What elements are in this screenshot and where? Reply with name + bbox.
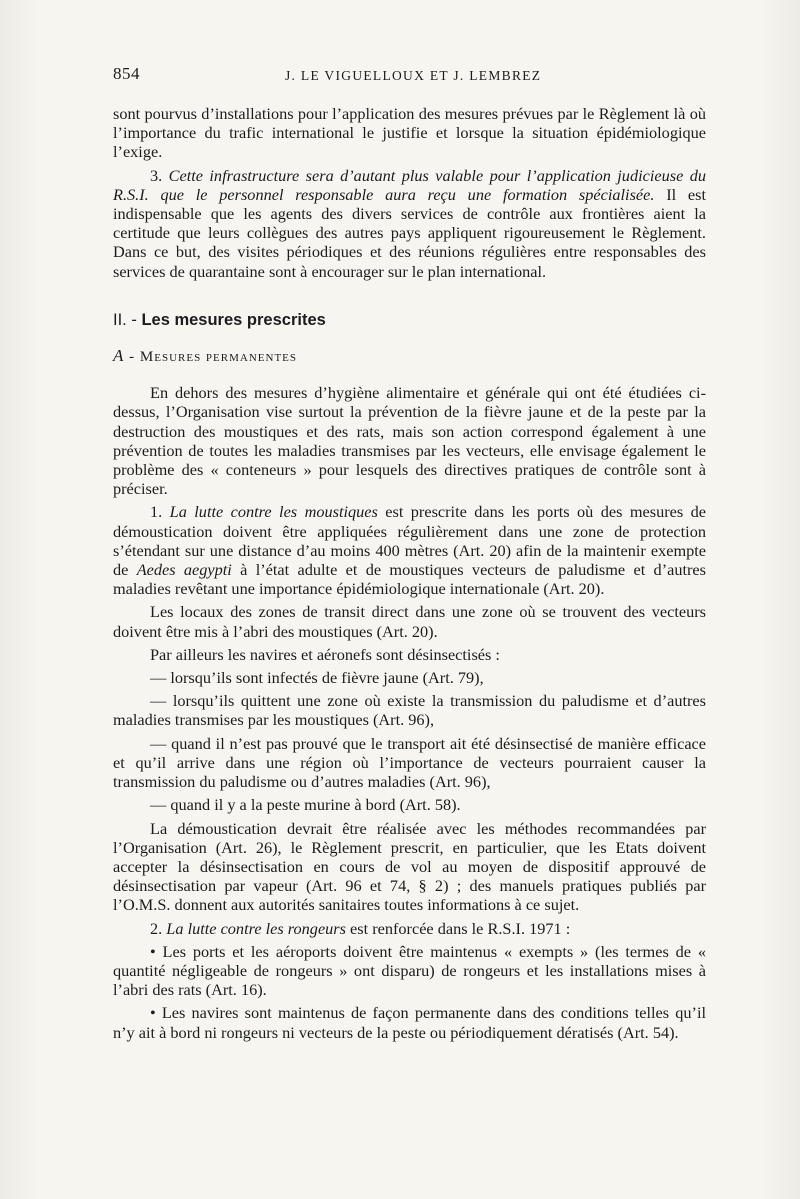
point-3-text: Il est indispensable que les agents des divers services de contrôle aux frontières aient la certitude que leurs collègues des autres pays appliquent rigoureusement le Règlement. Dans ce but, des visites périodiques et des réunions régulières entre responsables des services de quarantaine sont à encourager sur le plan international. <box>113 184 706 281</box>
intro-paragraph: sont pourvus d’installations pour l’application des mesures prévues par le Règlement là où l’importance du trafic international le justifie et lorsque la situation épidémiologique l’exige. <box>113 104 706 162</box>
dash-item-malaria-zone: — lorsqu’ils quittent une zone où existe la transmission du paludisme et d’autres maladies transmises par les moustiques (Art. 96), <box>113 691 706 730</box>
rodents-number: 2. <box>150 918 163 938</box>
dash-item-murine-plague: — quand il y a la peste murine à bord (Art. 58). <box>150 795 461 815</box>
page-header <box>113 64 706 86</box>
page-content <box>113 64 706 1042</box>
rodents-italic-title: La lutte contre les rongeurs <box>166 918 346 938</box>
point-3-paragraph <box>113 166 706 281</box>
dash-item-yellow-fever: — lorsqu’ils sont infectés de fièvre jaune (Art. 79), <box>150 668 484 688</box>
paragraph-prevention: En dehors des mesures d’hygiène alimentaire et générale qui ont été étudiées ci-dessus, l’Organisation vise surtout la prévention de la fièvre jaune et de la peste par la destruction des moustiques et des rats, mais son action correspond également à une prévention de toutes les maladies transmises par les vecteurs, elle envisage également le problème des « conteneurs » pour lesquels des directives pratiques de contrôle sont à préciser. <box>113 383 706 499</box>
subsection-letter: A <box>113 346 125 366</box>
point-3-italic: Cette infrastructure sera d’autant plus valable pour l’application judicieuse du R.S.I. que le personnel responsable aura reçu une formation spécialisée. <box>113 165 706 204</box>
section-title: Les mesures prescrites <box>141 310 326 329</box>
rodents-text: est renforcée dans le R.S.I. 1971 : <box>345 918 571 938</box>
section-heading <box>113 311 706 330</box>
subsection-heading <box>113 346 706 367</box>
mosquitoes-text-2: à l’état adulte et de moustiques vecteurs de paludisme et d’autres maladies revêtant une importance épidémiologique internationale (Art. 20). <box>113 560 706 599</box>
bullet-item-ports: • Les ports et les aéroports doivent être maintenus « exempts » (les termes de « quantité négligeable de rongeurs » ont disparu) de rongeurs et les installations mises à l’abri des rats (Art. 16). <box>113 941 706 1000</box>
page-number: 854 <box>113 64 140 83</box>
paragraph-mosquitoes <box>113 502 706 598</box>
running-head: J. LE VIGUELLOUX ET J. LEMBREZ <box>285 68 542 83</box>
mosquitoes-text-1: est prescrite dans les ports où des mesures de démoustication doivent être appliquées régulièrement dans une zone de protection s’étendant sur une distance d’au moins 400 mètres (Art. 20) afin de la maintenir exempte de <box>113 502 706 580</box>
paragraph-transit: Les locaux des zones de transit direct dans une zone où se trouvent des vecteurs doivent être mis à l’abri des moustiques (Art. 20). <box>113 602 706 641</box>
section-numeral: II. - <box>113 310 137 329</box>
dash-item-not-proven: — quand il n’est pas prouvé que le transport ait été désinsectisé de manière efficace et qu’il arrive dans une région où l’importance de vecteurs pourraient causer la transmission du paludisme ou d’autres maladies (Art. 96), <box>113 733 706 792</box>
mosquitoes-number: 1. <box>150 502 163 522</box>
bullet-item-ships: • Les navires sont maintenus de façon permanente dans des conditions telles qu’il n’y ait à bord ni rongeurs ni vecteurs de la peste ou périodiquement dératisés (Art. 54). <box>113 1003 706 1042</box>
paragraph-demoustication: La démoustication devrait être réalisée avec les méthodes recommandées par l’Organisation (Art. 26), le Règlement prescrit, en particulier, que les Etats doivent accepter la désinsectisation en cours de vol au moyen de dispositif approuvé de désinsectisation par vapeur (Art. 96 et 74, § 2) ; des manuels pratiques publiés par l’O.M.S. donnent aux autorités sanitaires toutes informations à ce sujet. <box>113 818 706 915</box>
mosquitoes-italic-title: La lutte contre les moustiques <box>169 502 378 522</box>
point-3-number: 3. <box>150 165 163 185</box>
paragraph-disinsection-intro: Par ailleurs les navires et aéronefs sont désinsectisés : <box>150 644 500 664</box>
subsection-title: Mesures permanentes <box>139 349 297 366</box>
subsection-dash: - <box>124 349 140 366</box>
aedes-aegypti: Aedes aegypti <box>136 560 232 580</box>
paragraph-rodents <box>113 919 706 938</box>
